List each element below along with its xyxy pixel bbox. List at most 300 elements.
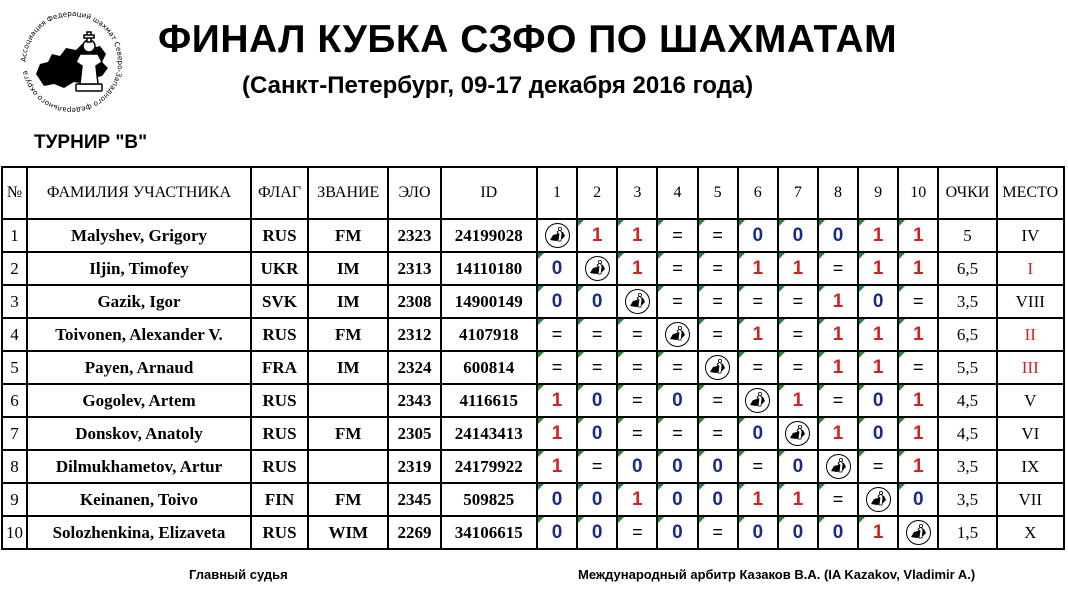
result-value: = [551,357,563,377]
player-points: 3,5 [938,483,996,516]
result-value: = [672,291,683,311]
result-cell [577,219,617,252]
result-value: 0 [591,389,603,411]
result-value: = [712,225,723,245]
diagonal-cell [657,318,697,351]
diagonal-cell [617,285,657,318]
player-flag: UKR [251,252,308,285]
result-cell [577,384,617,417]
result-cell [858,417,898,450]
result-value: 1 [632,488,643,510]
player-elo: 2308 [388,285,440,318]
player-flag: RUS [251,219,308,252]
player-place: VIII [997,285,1064,318]
col-header-points: ОЧКИ [938,167,996,219]
result-cell [818,318,858,351]
chess-pieces-icon [584,255,611,282]
player-flag: RUS [251,417,308,450]
result-cell [537,351,577,384]
result-value: = [591,357,603,377]
player-flag: SVK [251,285,308,318]
result-cell [898,417,938,450]
result-value: 1 [913,455,924,477]
player-id: 24199028 [441,219,537,252]
table-row [2,351,1064,384]
player-title: FM [308,483,388,516]
result-value: 1 [752,257,764,279]
result-value: = [672,357,683,377]
result-value: 1 [832,290,844,312]
result-cell [657,483,697,516]
player-elo: 2319 [388,450,440,483]
player-flag: FIN [251,483,308,516]
player-title: FM [308,318,388,351]
player-id: 14110180 [441,252,537,285]
result-value: 1 [872,257,884,279]
result-value: = [632,423,643,443]
player-points: 3,5 [938,285,996,318]
player-name: Iljin, Timofey [27,252,251,285]
result-value: = [913,291,924,311]
result-value: 1 [872,323,884,345]
result-value: = [832,489,844,509]
result-cell [778,516,818,549]
player-elo: 2323 [388,219,440,252]
player-points: 1,5 [938,516,996,549]
result-value: 1 [872,224,884,246]
result-cell [537,384,577,417]
table-row [2,318,1064,351]
player-elo: 2269 [388,516,440,549]
diagonal-cell [898,516,938,549]
arbiter-name: Международный арбитр Казаков В.А. (IA Kazakov, Vladimir A.) [578,567,976,582]
result-cell [577,450,617,483]
result-cell [858,285,898,318]
col-header-flag: ФЛАГ [251,167,308,219]
player-flag: RUS [251,516,308,549]
chess-pieces-icon [744,387,771,414]
player-place: V [997,384,1064,417]
result-value: 0 [752,521,764,543]
result-value: 1 [792,257,804,279]
result-value: 0 [672,389,683,411]
result-value: 0 [792,455,804,477]
result-cell [778,318,818,351]
result-value: 0 [872,290,884,312]
result-cell [577,417,617,450]
chess-federation-logo [14,4,130,120]
result-cell [778,384,818,417]
result-cell [898,219,938,252]
chief-arbiter-label: Главный судья [189,567,288,582]
result-cell [698,285,738,318]
chess-pieces-icon [664,321,691,348]
result-cell [738,516,778,549]
table-row [2,483,1064,516]
col-header-elo: ЭЛО [388,167,440,219]
result-cell [738,483,778,516]
result-cell [537,285,577,318]
table-row [2,285,1064,318]
row-number: 7 [2,417,27,450]
result-cell [818,384,858,417]
diagonal-cell [738,384,778,417]
result-cell [898,318,938,351]
result-cell [657,384,697,417]
result-value: 0 [551,290,563,312]
row-number: 8 [2,450,27,483]
page-title: ФИНАЛ КУБКА СЗФО ПО ШАХМАТАМ [158,18,898,61]
player-id: 34106615 [441,516,537,549]
result-value: = [591,456,603,476]
player-place: IV [997,219,1064,252]
diagonal-cell [778,417,818,450]
result-cell [778,450,818,483]
diagonal-cell [698,351,738,384]
result-cell [778,219,818,252]
row-number: 9 [2,483,27,516]
result-cell [858,318,898,351]
result-cell [537,450,577,483]
player-name: Solozhenkina, Elizaveta [27,516,251,549]
result-cell [617,483,657,516]
result-cell [898,483,938,516]
logo-text: Ассоциация Федераций шахмат Северо-Западного федерального округа [18,8,126,116]
player-title: WIM [308,516,388,549]
result-cell [617,219,657,252]
player-place: IX [997,450,1064,483]
result-value: 1 [872,521,884,543]
row-number: 3 [2,285,27,318]
result-cell [738,252,778,285]
player-title: IM [308,351,388,384]
player-id: 4116615 [441,384,537,417]
result-value: = [832,390,844,410]
player-name: Keinanen, Toivo [27,483,251,516]
result-cell [657,450,697,483]
result-cell [858,450,898,483]
result-cell [898,384,938,417]
result-cell [537,516,577,549]
player-elo: 2313 [388,252,440,285]
col-header-title: ЗВАНИЕ [308,167,388,219]
result-value: = [913,357,924,377]
col-header-round: 4 [657,167,697,219]
result-cell [657,285,697,318]
player-flag: RUS [251,318,308,351]
result-cell [898,450,938,483]
result-value: 1 [632,257,643,279]
result-value: 0 [832,521,844,543]
chess-pieces-icon [784,420,811,447]
player-id: 24143413 [441,417,537,450]
result-value: = [752,291,763,311]
result-cell [738,219,778,252]
result-value: = [712,423,723,443]
result-value: = [712,390,723,410]
player-place: II [997,318,1064,351]
diagonal-cell [818,450,858,483]
diagonal-cell [577,252,617,285]
player-points: 5 [938,219,996,252]
result-value: = [872,456,884,476]
result-value: 0 [672,488,683,510]
result-cell [577,285,617,318]
col-header-round: 10 [898,167,938,219]
chess-pieces-icon [544,222,571,249]
result-value: = [632,357,643,377]
result-value: = [632,522,643,542]
result-value: 1 [792,389,804,411]
crosstable [1,166,1065,550]
result-cell [738,450,778,483]
result-cell [617,351,657,384]
result-value: 0 [632,455,643,477]
result-value: = [832,258,844,278]
result-value: = [591,324,603,344]
player-name: Dilmukhametov, Artur [27,450,251,483]
result-value: 1 [913,224,924,246]
result-cell [537,483,577,516]
result-value: = [672,258,683,278]
result-cell [698,516,738,549]
result-value: = [712,324,723,344]
player-id: 509825 [441,483,537,516]
row-number: 10 [2,516,27,549]
result-cell [577,351,617,384]
result-value: 0 [591,488,603,510]
chess-pieces-icon [825,453,852,480]
result-value: 1 [832,356,844,378]
result-cell [818,351,858,384]
player-elo: 2324 [388,351,440,384]
result-cell [617,318,657,351]
chess-pieces-icon [905,519,932,546]
player-points: 4,5 [938,384,996,417]
row-number: 2 [2,252,27,285]
result-cell [617,417,657,450]
result-cell [657,351,697,384]
result-cell [898,252,938,285]
result-cell [858,516,898,549]
result-cell [617,450,657,483]
result-value: 0 [591,290,603,312]
player-title: FM [308,219,388,252]
result-cell [858,219,898,252]
player-name: Donskov, Anatoly [27,417,251,450]
result-value: = [632,390,643,410]
result-value: 0 [591,521,603,543]
player-title: IM [308,252,388,285]
result-cell [617,516,657,549]
row-number: 4 [2,318,27,351]
col-header-round: 6 [738,167,778,219]
col-header-round: 2 [577,167,617,219]
row-number: 5 [2,351,27,384]
result-cell [577,318,617,351]
page-subtitle: (Санкт-Петербург, 09-17 декабря 2016 года) [242,72,754,99]
player-elo: 2345 [388,483,440,516]
result-value: 1 [832,422,844,444]
result-cell [657,219,697,252]
result-cell [818,219,858,252]
result-cell [698,219,738,252]
result-value: 0 [672,455,683,477]
player-id: 14900149 [441,285,537,318]
result-value: = [712,291,723,311]
result-value: 0 [872,389,884,411]
result-value: = [632,324,643,344]
player-name: Malyshev, Grigory [27,219,251,252]
result-value: 1 [551,455,563,477]
header-row [2,167,1064,219]
player-place: I [997,252,1064,285]
result-value: 1 [913,323,924,345]
result-value: 1 [913,389,924,411]
table-row [2,252,1064,285]
tournament-name: ТУРНИР "B" [34,132,148,153]
player-name: Gazik, Igor [27,285,251,318]
player-title: FM [308,417,388,450]
player-title: IM [308,285,388,318]
col-header-round: 9 [858,167,898,219]
player-elo: 2305 [388,417,440,450]
result-value: = [792,357,804,377]
result-cell [577,516,617,549]
result-value: 0 [551,257,563,279]
table-row [2,219,1064,252]
result-cell [698,450,738,483]
result-value: = [672,423,683,443]
result-value: 1 [632,224,643,246]
col-header-round: 1 [537,167,577,219]
col-header-round: 3 [617,167,657,219]
player-points: 3,5 [938,450,996,483]
result-cell [818,285,858,318]
result-cell [818,516,858,549]
result-cell [858,252,898,285]
result-value: 1 [913,422,924,444]
result-value: = [712,258,723,278]
result-cell [778,483,818,516]
result-cell [698,384,738,417]
result-cell [657,516,697,549]
result-value: 1 [792,488,804,510]
result-value: 0 [792,521,804,543]
row-number: 1 [2,219,27,252]
result-value: = [792,324,804,344]
result-value: 0 [752,422,764,444]
result-value: = [551,324,563,344]
result-cell [698,417,738,450]
result-cell [537,252,577,285]
player-place: X [997,516,1064,549]
player-id: 4107918 [441,318,537,351]
table-row [2,384,1064,417]
result-value: 0 [551,521,563,543]
result-cell [577,483,617,516]
result-cell [818,252,858,285]
result-value: 1 [551,389,563,411]
chess-pieces-icon [865,486,892,513]
table-row [2,417,1064,450]
result-cell [898,351,938,384]
result-cell [818,483,858,516]
player-place: VII [997,483,1064,516]
result-value: 1 [752,323,764,345]
result-value: 0 [832,224,844,246]
diagonal-cell [537,219,577,252]
player-place: VI [997,417,1064,450]
result-cell [778,285,818,318]
player-id: 24179922 [441,450,537,483]
result-cell [738,285,778,318]
result-cell [778,252,818,285]
col-header-name: ФАМИЛИЯ УЧАСТНИКА [27,167,251,219]
result-value: 1 [872,356,884,378]
result-value: 0 [672,521,683,543]
player-id: 600814 [441,351,537,384]
table-row [2,450,1064,483]
result-cell [698,252,738,285]
player-place: III [997,351,1064,384]
result-value: 1 [551,422,563,444]
col-header-no: № [2,167,27,219]
chess-pieces-icon [704,354,731,381]
col-header-id: ID [441,167,537,219]
result-value: 1 [913,257,924,279]
player-name: Payen, Arnaud [27,351,251,384]
col-header-place: МЕСТО [997,167,1064,219]
col-header-round: 7 [778,167,818,219]
chess-pieces-icon [624,288,651,315]
result-cell [537,318,577,351]
result-value: 1 [832,323,844,345]
player-name: Gogolev, Artem [27,384,251,417]
result-value: = [792,291,804,311]
player-points: 4,5 [938,417,996,450]
player-points: 5,5 [938,351,996,384]
result-cell [858,384,898,417]
player-flag: RUS [251,384,308,417]
result-value: = [752,456,763,476]
result-cell [657,417,697,450]
result-cell [738,351,778,384]
col-header-round: 5 [698,167,738,219]
result-value: 0 [913,488,924,510]
result-value: = [752,357,763,377]
result-cell [818,417,858,450]
col-header-round: 8 [818,167,858,219]
result-cell [778,351,818,384]
result-value: 0 [712,455,723,477]
result-value: 0 [712,488,723,510]
player-title [308,384,388,417]
result-cell [617,384,657,417]
player-elo: 2312 [388,318,440,351]
result-cell [537,417,577,450]
result-cell [898,285,938,318]
player-points: 6,5 [938,252,996,285]
result-value: 0 [792,224,804,246]
player-points: 6,5 [938,318,996,351]
result-value: 0 [591,422,603,444]
result-value: 1 [752,488,764,510]
result-cell [657,252,697,285]
result-cell [738,417,778,450]
row-number: 6 [2,384,27,417]
result-value: 1 [591,224,603,246]
